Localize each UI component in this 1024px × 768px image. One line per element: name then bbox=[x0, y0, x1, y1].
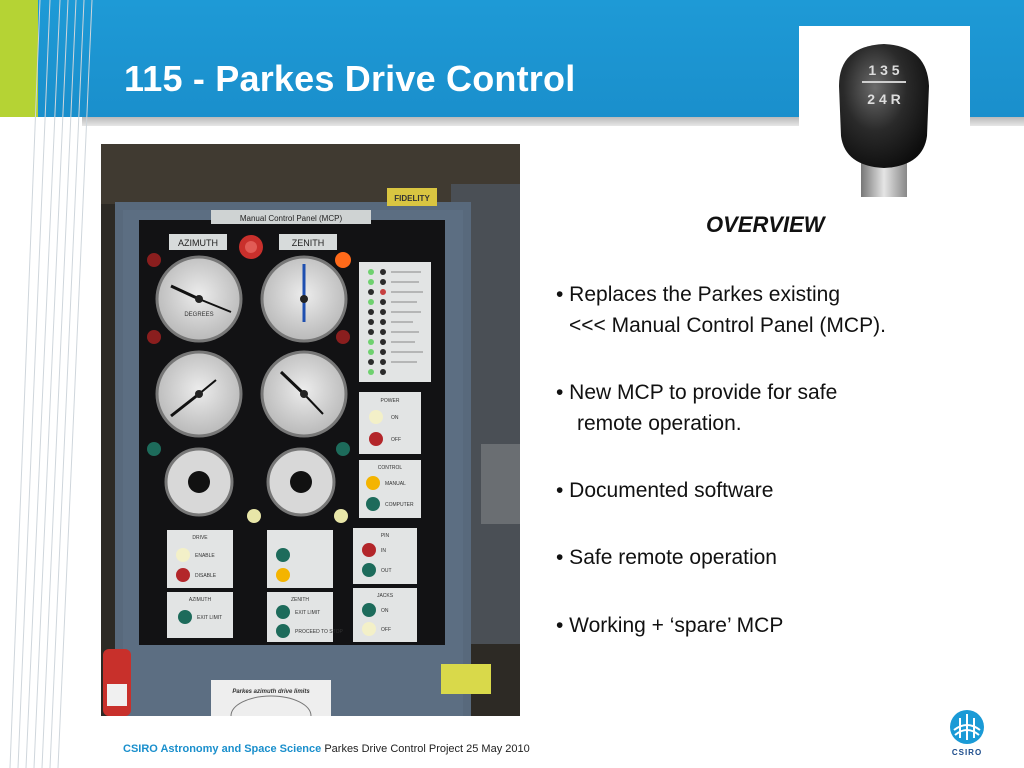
bullet-4: • Safe remote operation bbox=[556, 546, 777, 569]
pin-out-label: OUT bbox=[381, 568, 392, 574]
drive-limits-sign: Parkes azimuth drive limits bbox=[232, 689, 310, 695]
computer-label: COMPUTER bbox=[385, 502, 414, 508]
csiro-logo bbox=[946, 708, 988, 758]
decorative-side-lines bbox=[0, 0, 100, 768]
power-label: POWER bbox=[380, 398, 400, 404]
fidelity-sticker: FIDELITY bbox=[394, 194, 430, 203]
enable-label-left: ENABLE bbox=[195, 553, 215, 559]
bullet-3: • Documented software bbox=[556, 479, 774, 502]
footer-project: Parkes Drive Control Project 25 May 2010 bbox=[321, 743, 530, 755]
jacks-off-label: OFF bbox=[381, 627, 391, 633]
overview-heading: OVERVIEW bbox=[706, 212, 825, 237]
azimuth-exit-limit-label: EXIT LIMIT bbox=[197, 615, 223, 621]
gear-knob-photo bbox=[799, 26, 970, 197]
bullet-1-line-2: <<< Manual Control Panel (MCP). bbox=[569, 314, 886, 337]
power-on-label: ON bbox=[391, 415, 399, 421]
zenith-limit-label: ZENITH bbox=[290, 597, 310, 603]
zenith-exit-limit-label: EXIT LIMIT bbox=[295, 610, 321, 616]
pin-in-label: IN bbox=[381, 548, 386, 554]
jacks-on-label: ON bbox=[381, 608, 389, 614]
zenith-dial-label: ZENITH bbox=[291, 238, 325, 248]
proceed-to-stop-label: PROCEED TO STOP bbox=[295, 629, 343, 635]
azimuth-limit-label: AZIMUTH bbox=[188, 597, 212, 603]
footer-org: CSIRO Astronomy and Space Science bbox=[123, 743, 322, 755]
control-label: CONTROL bbox=[377, 465, 403, 471]
azimuth-dial-label: AZIMUTH bbox=[178, 238, 218, 248]
manual-control-panel-photo bbox=[101, 144, 520, 716]
gear-bottom-text: 2 4 R bbox=[867, 91, 901, 107]
bullet-1-line-1: • Replaces the Parkes existing bbox=[556, 283, 840, 306]
pin-label: PIN bbox=[380, 533, 390, 539]
dial-face-text: DEGREES bbox=[184, 312, 214, 318]
bullet-5: • Working + ‘spare’ MCP bbox=[556, 614, 784, 637]
slide-title: 115 - Parkes Drive Control bbox=[124, 58, 576, 99]
power-off-label: OFF bbox=[391, 437, 401, 443]
disable-label-left: DISABLE bbox=[195, 573, 217, 579]
bullet-2-line-1: • New MCP to provide for safe bbox=[556, 381, 838, 404]
gear-top-text: 1 3 5 bbox=[868, 62, 900, 78]
panel-title-label: Manual Control Panel (MCP) bbox=[239, 214, 343, 223]
csiro-logo-text: CSIRO bbox=[951, 748, 983, 757]
bullet-2-line-2: remote operation. bbox=[577, 412, 742, 435]
drive-label-left: DRIVE bbox=[192, 535, 208, 541]
jacks-label: JACKS bbox=[376, 593, 394, 599]
manual-label: MANUAL bbox=[385, 481, 406, 487]
slide-footer bbox=[123, 743, 530, 755]
